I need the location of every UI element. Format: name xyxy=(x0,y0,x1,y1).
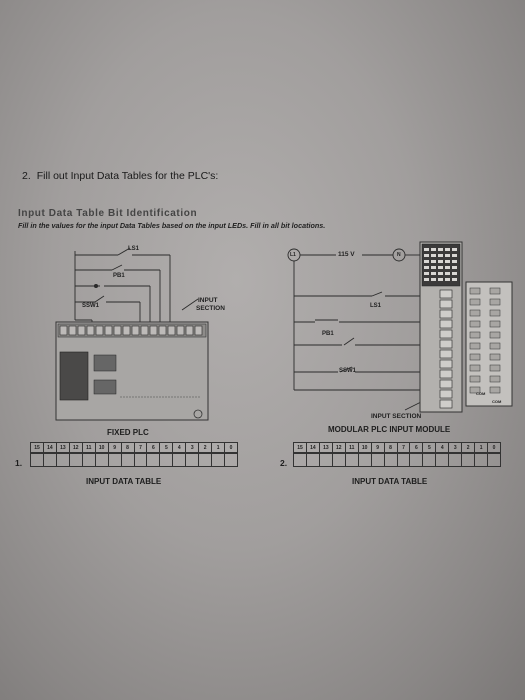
modular-l1-terminal: L1 xyxy=(290,252,296,258)
module-led xyxy=(438,272,443,275)
bit-header-cell: 0 xyxy=(229,445,233,451)
bit-header-cell: 15 xyxy=(31,443,44,452)
module-led xyxy=(452,254,457,257)
side-terminal xyxy=(470,365,480,371)
bit-value-cell[interactable] xyxy=(83,454,96,466)
module-led xyxy=(438,266,443,269)
fixed-terminal-screw xyxy=(141,326,148,335)
bit-header-cell: 9 xyxy=(372,443,385,452)
bit-header-cell: 10 xyxy=(359,443,372,452)
module-led xyxy=(431,266,436,269)
fixed-plc-diagram xyxy=(75,248,198,330)
bit-header-cell: 13 xyxy=(57,443,70,452)
bit-header-cell: 15 xyxy=(294,443,307,452)
bit-header-cell: 6 xyxy=(147,443,160,452)
bit-value-cell[interactable] xyxy=(186,454,199,466)
bit-value-cell[interactable] xyxy=(225,454,237,466)
side-terminal xyxy=(470,321,480,327)
module-led xyxy=(445,254,450,257)
bit-value-cell[interactable] xyxy=(488,454,500,466)
module-led xyxy=(452,260,457,263)
modular-input-module xyxy=(420,242,512,412)
bit-value-cell[interactable] xyxy=(173,454,186,466)
module-terminal-screw xyxy=(440,290,452,298)
section-heading: Input Data Table Bit Identification xyxy=(18,208,198,219)
bit-header-cell: 8 xyxy=(122,443,135,452)
module-led xyxy=(452,272,457,275)
bit-header-cell: 13 xyxy=(320,443,333,452)
bit-value-cell[interactable] xyxy=(44,454,57,466)
module-led xyxy=(438,278,443,281)
bit-value-cell[interactable] xyxy=(122,454,135,466)
fixed-terminal-screw xyxy=(96,326,103,335)
module-terminal-screw xyxy=(440,350,452,358)
module-led xyxy=(431,278,436,281)
fixed-terminal-screw xyxy=(114,326,121,335)
modular-ls1-label: LS1 xyxy=(370,303,382,309)
module-led xyxy=(431,272,436,275)
module-terminal-screw xyxy=(440,400,452,408)
bit-header-cell: 3 xyxy=(449,443,462,452)
module-led xyxy=(424,266,429,269)
module-terminal-screw xyxy=(440,380,452,388)
bit-header-cell: 7 xyxy=(398,443,411,452)
fixed-ssw1-label: SSW1 xyxy=(82,303,100,309)
bit-value-cell[interactable] xyxy=(307,454,320,466)
bit-header-cell: 1 xyxy=(212,443,225,452)
bit-header-cell: 14 xyxy=(307,443,320,452)
fixed-terminal-screw xyxy=(177,326,184,335)
side-terminal xyxy=(470,299,480,305)
bit-value-cell[interactable] xyxy=(109,454,122,466)
module-led xyxy=(438,248,443,251)
bit-header-cell: 11 xyxy=(346,443,359,452)
bit-header-cell: 1 xyxy=(475,443,488,452)
modular-pb1-label: PB1 xyxy=(322,331,334,337)
fixed-ls1-label: LS1 xyxy=(128,246,140,252)
module-terminal-screw xyxy=(440,330,452,338)
module-terminal-screw xyxy=(440,300,452,308)
bit-header-cell: 12 xyxy=(333,443,346,452)
bit-header-cell: 5 xyxy=(423,443,436,452)
module-led xyxy=(431,260,436,263)
bit-value-cell[interactable] xyxy=(147,454,160,466)
module-led xyxy=(445,278,450,281)
section-instructions: Fill in the values for the input Data Tables based on the input LEDs. Fill in all bit locations. xyxy=(18,221,326,230)
module-led xyxy=(445,272,450,275)
fixed-terminal-screw xyxy=(168,326,175,335)
table-1-value-row xyxy=(30,453,238,467)
bit-header-cell: 9 xyxy=(109,443,122,452)
modular-plc-diagram xyxy=(288,249,436,410)
bit-value-cell[interactable] xyxy=(57,454,70,466)
module-led xyxy=(431,248,436,251)
bit-value-cell[interactable] xyxy=(294,454,307,466)
fixed-terminal-screw xyxy=(123,326,130,335)
side-terminal xyxy=(470,343,480,349)
module-terminal-screw xyxy=(440,310,452,318)
side-terminal xyxy=(490,343,500,349)
bit-value-cell[interactable] xyxy=(212,454,225,466)
side-terminal xyxy=(470,376,480,382)
fixed-terminal-screw xyxy=(78,326,85,335)
bit-value-cell[interactable] xyxy=(70,454,83,466)
bit-value-cell[interactable] xyxy=(423,454,436,466)
module-led xyxy=(452,278,457,281)
module-led xyxy=(452,266,457,269)
side-terminal xyxy=(490,299,500,305)
bit-value-cell[interactable] xyxy=(96,454,109,466)
table-2-value-row xyxy=(293,453,501,467)
fixed-terminal-screw xyxy=(105,326,112,335)
modular-com-label-2: COM xyxy=(492,399,502,404)
modular-input-section-label: INPUT SECTION xyxy=(371,413,422,420)
bit-value-cell[interactable] xyxy=(436,454,449,466)
fixed-pb1-label: PB1 xyxy=(113,273,125,279)
side-terminal xyxy=(490,288,500,294)
fixed-terminal-screw xyxy=(186,326,193,335)
side-terminal xyxy=(490,354,500,360)
bit-header-cell: 5 xyxy=(160,443,173,452)
modular-n-terminal: N xyxy=(397,252,401,258)
side-terminal xyxy=(490,310,500,316)
fixed-plc-caption: FIXED PLC xyxy=(107,428,149,437)
bit-value-cell[interactable] xyxy=(333,454,346,466)
bit-value-cell[interactable] xyxy=(31,454,44,466)
fixed-terminal-screw xyxy=(159,326,166,335)
bit-value-cell[interactable] xyxy=(449,454,462,466)
modular-com-label-1: COM xyxy=(476,391,486,396)
module-led xyxy=(445,248,450,251)
bit-value-cell[interactable] xyxy=(160,454,173,466)
bit-value-cell[interactable] xyxy=(320,454,333,466)
module-led xyxy=(438,260,443,263)
modular-ssw1-label: SSW1 xyxy=(339,368,357,374)
module-led xyxy=(452,248,457,251)
side-terminal xyxy=(490,332,500,338)
bit-value-cell[interactable] xyxy=(346,454,359,466)
side-terminal xyxy=(470,332,480,338)
fixed-terminal-screw xyxy=(69,326,76,335)
question-text: Fill out Input Data Tables for the PLC's: xyxy=(36,170,219,182)
bit-value-cell[interactable] xyxy=(398,454,411,466)
bit-header-cell: 3 xyxy=(186,443,199,452)
bit-header-cell: 12 xyxy=(70,443,83,452)
table-1-caption: INPUT DATA TABLE xyxy=(86,477,162,486)
fixed-input-section-label-line1: INPUT xyxy=(198,297,218,304)
bit-header-cell: 2 xyxy=(462,443,475,452)
modular-plc-caption: MODULAR PLC INPUT MODULE xyxy=(328,425,451,434)
bit-header-cell: 0 xyxy=(492,445,496,451)
fixed-terminal-screw xyxy=(150,326,157,335)
module-terminal-screw xyxy=(440,370,452,378)
module-terminal-screw xyxy=(440,340,452,348)
side-terminal xyxy=(490,321,500,327)
module-led xyxy=(424,272,429,275)
side-terminal xyxy=(470,310,480,316)
bit-header-cell: 6 xyxy=(410,443,423,452)
bit-value-cell[interactable] xyxy=(410,454,423,466)
module-led xyxy=(431,254,436,257)
table-1-number: 1. xyxy=(15,458,23,468)
table-2-caption: INPUT DATA TABLE xyxy=(352,477,428,486)
bit-header-cell: 2 xyxy=(199,443,212,452)
side-terminal xyxy=(470,288,480,294)
side-terminal xyxy=(470,354,480,360)
bit-value-cell[interactable] xyxy=(359,454,372,466)
fixed-terminal-screw xyxy=(87,326,94,335)
module-terminal-screw xyxy=(440,320,452,328)
fixed-plc-body xyxy=(56,322,208,420)
bit-value-cell[interactable] xyxy=(475,454,488,466)
bit-header-cell: 4 xyxy=(173,443,186,452)
side-terminal xyxy=(490,387,500,393)
bit-header-cell: 11 xyxy=(83,443,96,452)
question-number: 2. xyxy=(22,170,31,182)
bit-value-cell[interactable] xyxy=(135,454,148,466)
module-led xyxy=(438,254,443,257)
side-terminal xyxy=(490,376,500,382)
bit-header-cell: 7 xyxy=(135,443,148,452)
bit-value-cell[interactable] xyxy=(462,454,475,466)
module-led xyxy=(445,260,450,263)
fixed-terminal-screw xyxy=(60,326,67,335)
side-terminal xyxy=(490,365,500,371)
bit-header-cell: 4 xyxy=(436,443,449,452)
table-1-bit-header xyxy=(30,442,238,453)
modular-supply-voltage: 115 V xyxy=(338,251,355,258)
bit-value-cell[interactable] xyxy=(385,454,398,466)
fixed-terminal-screw xyxy=(132,326,139,335)
bit-value-cell[interactable] xyxy=(372,454,385,466)
bit-header-cell: 10 xyxy=(96,443,109,452)
module-led xyxy=(424,260,429,263)
module-terminal-screw xyxy=(440,360,452,368)
fixed-terminal-screw xyxy=(195,326,202,335)
bit-header-cell: 8 xyxy=(385,443,398,452)
bit-header-cell: 14 xyxy=(44,443,57,452)
fixed-input-section-label-line2: SECTION xyxy=(196,305,225,312)
module-led xyxy=(424,254,429,257)
module-led xyxy=(424,278,429,281)
bit-value-cell[interactable] xyxy=(199,454,212,466)
module-led xyxy=(445,266,450,269)
table-2-bit-header xyxy=(293,442,501,453)
module-terminal-screw xyxy=(440,390,452,398)
module-led xyxy=(424,248,429,251)
table-2-number: 2. xyxy=(280,458,288,468)
